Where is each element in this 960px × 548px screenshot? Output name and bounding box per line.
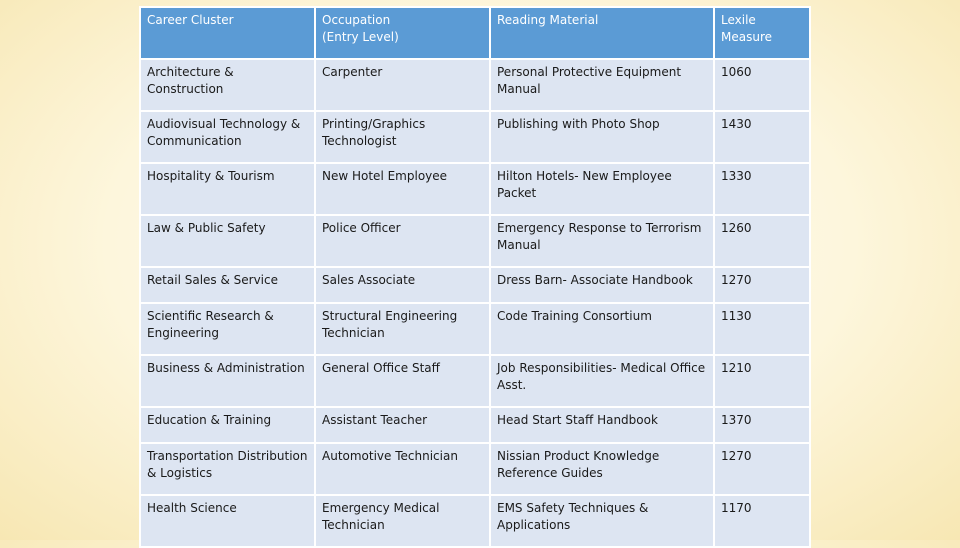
- cell-reading-material: Job Responsibilities- Medical Office Asst.: [490, 355, 714, 407]
- cell-occupation: Structural Engineering Technician: [315, 303, 490, 355]
- header-occupation: Occupation (Entry Level): [315, 7, 490, 59]
- table-row: [140, 407, 810, 443]
- table-row: [140, 215, 810, 267]
- cell-reading-material: Code Training Consortium: [490, 303, 714, 355]
- cell-lexile: 1060: [714, 59, 810, 111]
- cell-reading-material: Hilton Hotels- New Employee Packet: [490, 163, 714, 215]
- table-row: [140, 355, 810, 407]
- table-row: [140, 59, 810, 111]
- career-lexile-table: [139, 6, 811, 548]
- cell-career-cluster: Education & Training: [140, 407, 315, 443]
- cell-reading-material: EMS Safety Techniques & Applications: [490, 495, 714, 547]
- header-lexile-measure: Lexile Measure: [714, 7, 810, 59]
- cell-occupation: General Office Staff: [315, 355, 490, 407]
- table-header-row: [140, 7, 810, 59]
- cell-career-cluster: Architecture & Construction: [140, 59, 315, 111]
- table-row: [140, 267, 810, 303]
- cell-occupation: Printing/Graphics Technologist: [315, 111, 490, 163]
- table-row: [140, 443, 810, 495]
- cell-reading-material: Publishing with Photo Shop: [490, 111, 714, 163]
- cell-lexile: 1270: [714, 267, 810, 303]
- cell-occupation: Carpenter: [315, 59, 490, 111]
- cell-lexile: 1260: [714, 215, 810, 267]
- cell-lexile: 1370: [714, 407, 810, 443]
- cell-career-cluster: Retail Sales & Service: [140, 267, 315, 303]
- cell-career-cluster: Hospitality & Tourism: [140, 163, 315, 215]
- career-table-container: [139, 6, 809, 548]
- cell-career-cluster: Business & Administration: [140, 355, 315, 407]
- cell-career-cluster: Health Science: [140, 495, 315, 547]
- cell-career-cluster: Audiovisual Technology & Communication: [140, 111, 315, 163]
- cell-lexile: 1210: [714, 355, 810, 407]
- cell-lexile: 1170: [714, 495, 810, 547]
- header-reading-material: Reading Material: [490, 7, 714, 59]
- cell-reading-material: Emergency Response to Terrorism Manual: [490, 215, 714, 267]
- table-row: [140, 111, 810, 163]
- cell-reading-material: Dress Barn- Associate Handbook: [490, 267, 714, 303]
- cell-lexile: 1270: [714, 443, 810, 495]
- cell-reading-material: Head Start Staff Handbook: [490, 407, 714, 443]
- cell-lexile: 1130: [714, 303, 810, 355]
- cell-lexile: 1330: [714, 163, 810, 215]
- cell-occupation: Automotive Technician: [315, 443, 490, 495]
- table-row: [140, 303, 810, 355]
- header-career-cluster: Career Cluster: [140, 7, 315, 59]
- table-row: [140, 163, 810, 215]
- cell-career-cluster: Scientific Research & Engineering: [140, 303, 315, 355]
- cell-occupation: Sales Associate: [315, 267, 490, 303]
- cell-occupation: Police Officer: [315, 215, 490, 267]
- cell-occupation: New Hotel Employee: [315, 163, 490, 215]
- cell-lexile: 1430: [714, 111, 810, 163]
- table-row: [140, 495, 810, 547]
- cell-reading-material: Nissian Product Knowledge Reference Guides: [490, 443, 714, 495]
- cell-occupation: Emergency Medical Technician: [315, 495, 490, 547]
- cell-occupation: Assistant Teacher: [315, 407, 490, 443]
- cell-career-cluster: Transportation Distribution & Logistics: [140, 443, 315, 495]
- cell-reading-material: Personal Protective Equipment Manual: [490, 59, 714, 111]
- cell-career-cluster: Law & Public Safety: [140, 215, 315, 267]
